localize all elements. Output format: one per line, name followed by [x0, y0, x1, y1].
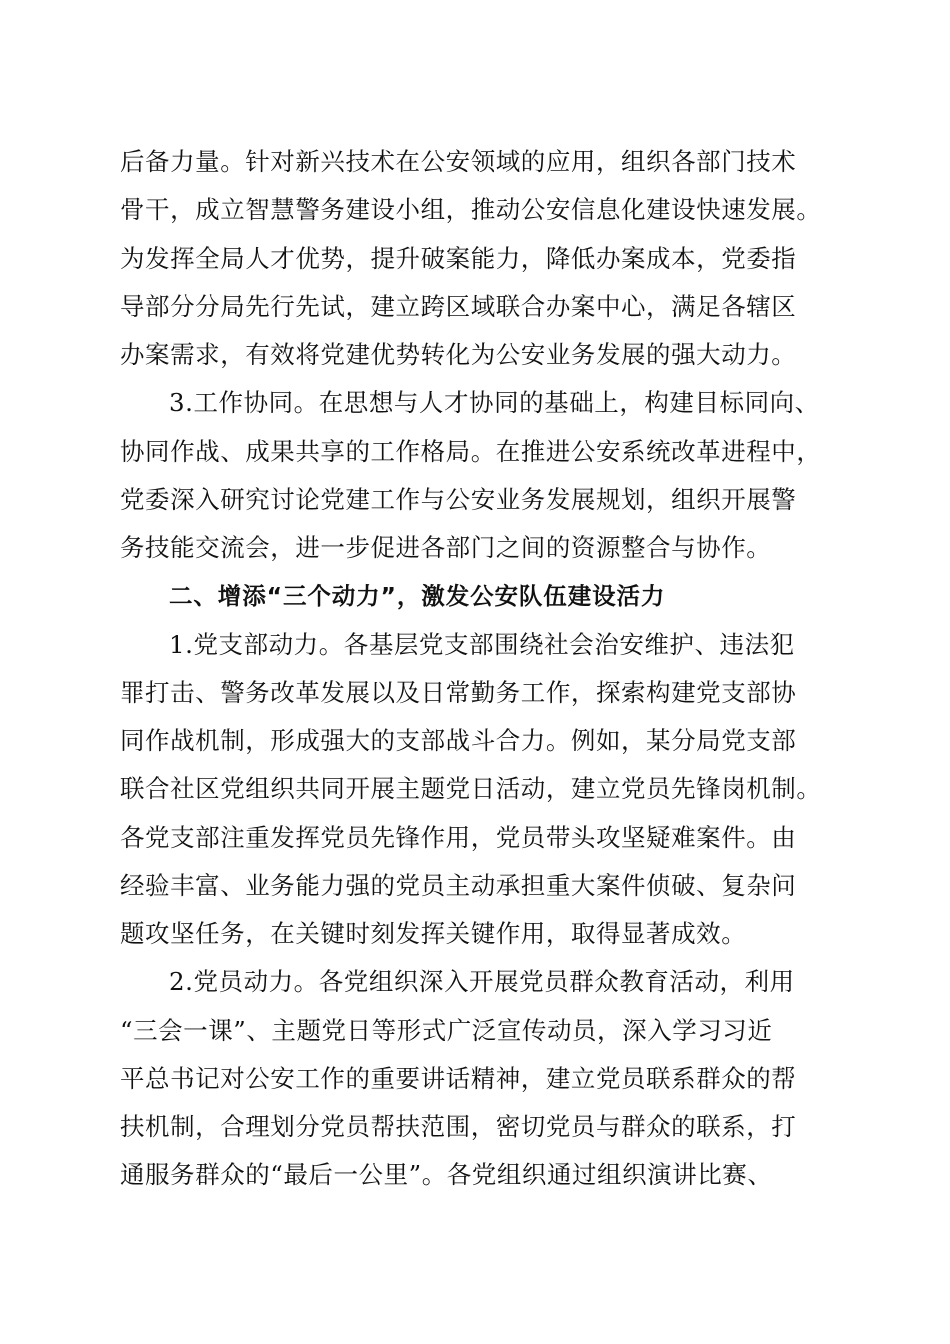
document-body [120, 138, 840, 1200]
text-line: 务技能交流会，进一步促进各部门之间的资源整合与协作。 [120, 533, 772, 562]
text-line: 题攻坚任务，在关键时刻发挥关键作用，取得显著成效。 [120, 919, 747, 948]
text-line: 罪打击、警务改革发展以及日常勤务工作，探索构建党支部协 [120, 677, 797, 707]
text-line: 导部分分局先行先试，建立跨区域联合办案中心，满足各辖区 [120, 291, 797, 321]
text-line: 扶机制，合理划分党员帮扶范围，密切党员与群众的联系，打 [120, 1112, 797, 1141]
text-line: 各党支部注重发挥党员先锋作用，党员带头攻坚疑难案件。由 [120, 822, 797, 852]
text-line: 经验丰富、业务能力强的党员主动承担重大案件侦破、复杂问 [120, 870, 797, 900]
section-heading: 二、增添“三个动力”，激发公安队伍建设活力 [169, 582, 666, 611]
text-line: 办案需求，有效将党建优势转化为公安业务发展的强大动力。 [120, 340, 797, 369]
text-line: 同作战机制，形成强大的支部战斗合力。例如，某分局党支部 [120, 726, 797, 755]
text-line: 为发挥全局人才优势，提升破案能力，降低办案成本，党委指 [120, 243, 797, 273]
paragraph-start-line: 1.党支部动力。各基层党支部围绕社会治安维护、违法犯 [169, 629, 795, 659]
text-line: “三会一课”、主题党日等形式广泛宣传动员，深入学习习近 [120, 1015, 773, 1045]
text-line: 联合社区党组织共同开展主题党日活动，建立党员先锋岗机制。 [120, 774, 822, 804]
text-line: 党委深入研究讨论党建工作与公安业务发展规划，组织开展警 [120, 484, 797, 514]
text-line: 平总书记对公安工作的重要讲话精神，建立党员联系群众的帮 [120, 1063, 797, 1093]
text-line: 骨干，成立智慧警务建设小组，推动公安信息化建设快速发展。 [120, 195, 822, 225]
text-line: 后备力量。针对新兴技术在公安领域的应用，组织各部门技术 [120, 147, 797, 176]
paragraph-start-line: 3.工作协同。在思想与人才协同的基础上，构建目标同向、 [169, 388, 820, 418]
text-line: 通服务群众的“最后一公里”。各党组织通过组织演讲比赛、 [120, 1160, 773, 1190]
paragraph-start-line: 2.党员动力。各党组织深入开展党员群众教育活动，利用 [169, 967, 795, 997]
text-line: 协同作战、成果共享的工作格局。在推进公安系统改革进程中， [120, 436, 822, 466]
